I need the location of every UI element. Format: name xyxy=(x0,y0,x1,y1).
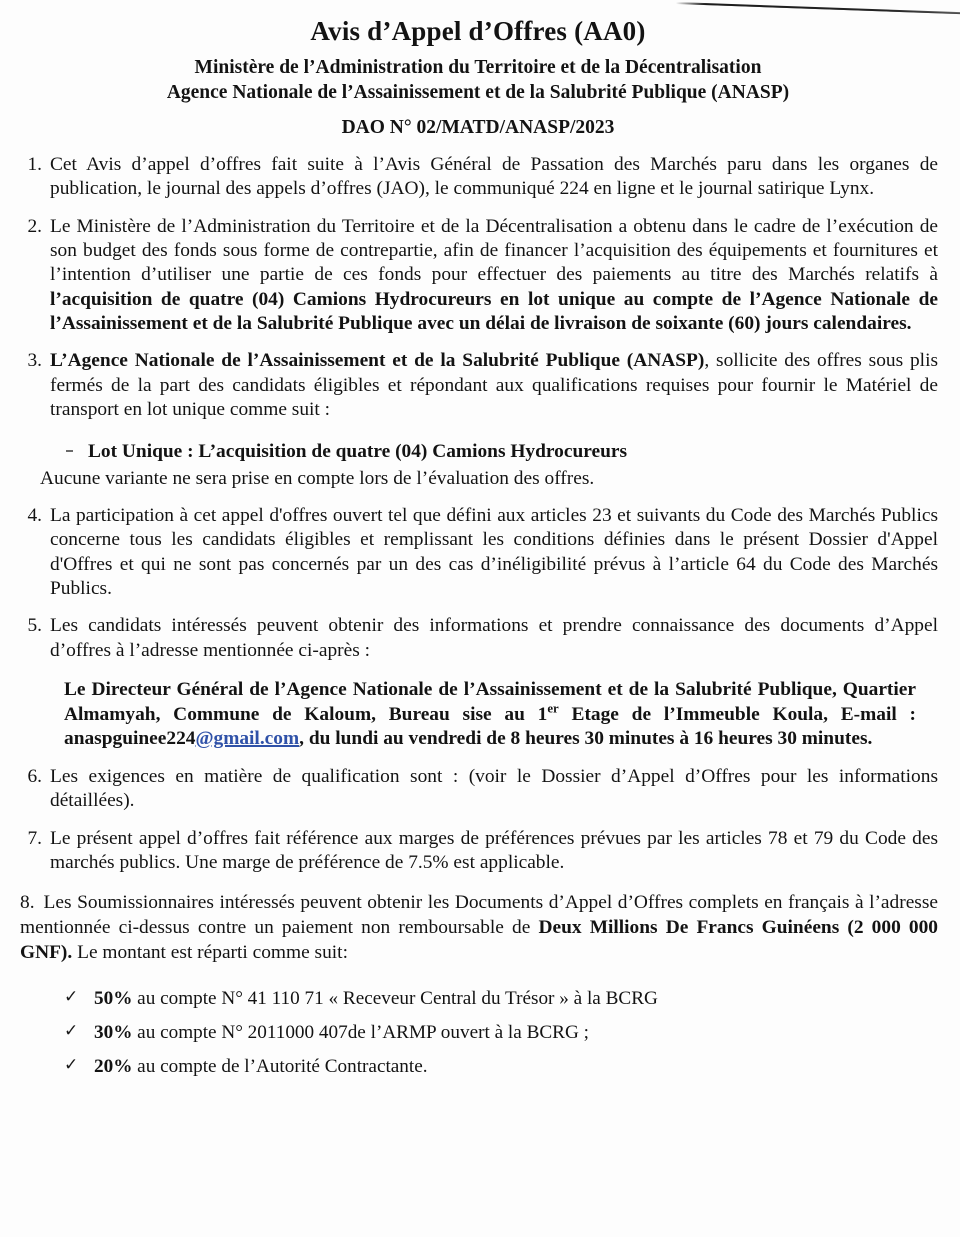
dao-number: DAO N° 02/MATD/ANASP/2023 xyxy=(341,116,615,138)
list-item xyxy=(64,1021,938,1044)
clause-item-3 xyxy=(18,349,938,422)
clause-text xyxy=(50,215,938,337)
email-link[interactable]: @gmail.com xyxy=(195,728,300,750)
account-description: au compte N° 41 110 71 « Receveur Central du Trésor » à la BCRG xyxy=(132,988,658,1010)
clause-item-2 xyxy=(18,215,938,337)
check-icon: ✓ xyxy=(64,1021,79,1042)
list-item xyxy=(64,987,938,1010)
address-line-part2: Etage de l’Immeuble Koula, E-mail : anaspguinee224 xyxy=(64,703,916,750)
clause-text-normal-1: Les Soumissionnaires intéressés peuvent obtenir les Documents d’Appel d’Offres complets en français à l’adresse mentionnée ci-dessus contre un paiement non remboursable de xyxy=(20,892,938,938)
document-content xyxy=(0,16,960,1078)
agency-name: Agence Nationale de l’Assainissement et de la Salubrité Publique (ANASP) xyxy=(166,82,790,104)
percent-value: 50% xyxy=(94,988,133,1010)
clause-text-emphasis: l’acquisition de quatre (04) Camions Hydrocureurs en lot unique au compte de l’Agence Nationale de l’Assainissement et de la Salubrité Publique avec un délai de livraison de soixante (60) jours calendaires. xyxy=(50,288,938,335)
page-title: Avis d’Appel d’Offres (AA0) xyxy=(310,16,646,46)
clause-text-emphasis: L’Agence Nationale de l’Assainissement et de la Salubrité Publique (ANASP) xyxy=(50,350,705,372)
clause-text xyxy=(50,349,938,422)
lot-title-row xyxy=(66,439,938,464)
clause-number: 6. xyxy=(27,765,42,787)
clause-text-emphasis: Deux Millions De Francs Guinéens (2 000 000 GNF). xyxy=(20,916,938,963)
clause-number: 8. xyxy=(20,892,35,914)
account-description: au compte N° 2011000 407de l’ARMP ouvert à la BCRG ; xyxy=(132,1022,589,1044)
document-header xyxy=(18,16,938,140)
clause-item-8 xyxy=(18,891,938,965)
clause-item-6 xyxy=(18,765,938,814)
scan-edge-artifact xyxy=(676,2,960,15)
clause-item-7 xyxy=(18,827,938,876)
clause-text-normal: , sollicite des offres sous plis fermés de la part des candidats éligibles et répondant aux qualifications requises pour fournir le Matériel de transport en lot unique comme suit : xyxy=(50,350,939,421)
contact-address-block xyxy=(64,678,916,752)
lot-block xyxy=(18,439,938,491)
clause-item-5 xyxy=(18,614,938,663)
list-item-text xyxy=(94,1021,938,1044)
clause-number: 4. xyxy=(27,504,42,526)
percent-value: 20% xyxy=(94,1056,133,1078)
clause-number: 2. xyxy=(27,215,42,237)
clause-text: La participation à cet appel d'offres ouvert tel que défini aux articles 23 et suivants du Code des Marchés Publics concerne tous les candidats éligibles et remplissant les conditions définies dans le présent Dossier d'Appel d'Offres et qui ne sont pas concernés par un des cas d’inéligibilité prévus à l’article 64 du Code des Marchés Publics. xyxy=(50,504,938,599)
dash-bullet-icon xyxy=(66,450,73,452)
ministry-name: Ministère de l’Administration du Territoire et de la Décentralisation xyxy=(194,57,762,79)
payment-breakdown-list xyxy=(18,987,938,1078)
percent-value: 30% xyxy=(94,1022,133,1044)
scan-edge-artifact-secondary xyxy=(676,3,960,15)
clause-number: 7. xyxy=(27,827,42,849)
list-item-text xyxy=(94,1055,938,1078)
account-description: au compte de l’Autorité Contractante. xyxy=(132,1056,428,1078)
clause-number: 1. xyxy=(27,154,42,176)
list-item xyxy=(64,1055,938,1078)
address-line-part1: Le Directeur Général de l’Agence Nationale de l’Assainissement et de la Salubrité Publique, Quartier Almamyah, Commune de Kaloum, Bureau sise au 1 xyxy=(64,679,916,725)
clause-text: Cet Avis d’appel d’offres fait suite à l’Avis Général de Passation des Marchés paru dans les organes de publication, le journal des appels d’offres (JAO), le communiqué 224 en ligne et le journal satirique Lynx. xyxy=(50,154,938,200)
clause-text-normal-2: Le montant est réparti comme suit: xyxy=(72,941,348,963)
clause-item-4 xyxy=(18,504,938,601)
clause-item-1 xyxy=(18,153,938,202)
clause-text: Les exigences en matière de qualification sont : (voir le Dossier d’Appel d’Offres pour les informations détaillées). xyxy=(50,765,938,812)
lot-note: Aucune variante ne sera prise en compte lors de l’évaluation des offres. xyxy=(40,467,595,489)
check-icon: ✓ xyxy=(64,987,79,1008)
clause-text-normal: Le Ministère de l’Administration du Territoire et de la Décentralisation a obtenu dans le cadre de l’exécution de son budget des fonds sous forme de contrepartie, afin de financer l’acquisition des équipements et fournitures et l’intention d’utiliser une partie de ces fonds pour effectuer des paiements au titre des Marchés relatifs à xyxy=(50,215,938,286)
address-line-part3: , du lundi au vendredi de 8 heures 30 minutes à 16 heures 30 minutes. xyxy=(299,728,873,750)
clause-number: 5. xyxy=(27,615,42,637)
clause-text: Le présent appel d’offres fait référence aux marges de préférences prévues par les articles 78 et 79 du Code des marchés publics. Une marge de préférence de 7.5% est applicable. xyxy=(50,827,938,873)
check-icon: ✓ xyxy=(64,1055,79,1076)
clause-text: Les candidats intéressés peuvent obtenir des informations et prendre connaissance des documents d’Appel d’offres à l’adresse mentionnée ci-après : xyxy=(50,615,938,661)
list-item-text xyxy=(94,987,938,1010)
clause-number: 3. xyxy=(27,350,42,372)
lot-title: Lot Unique : L’acquisition de quatre (04) Camions Hydrocureurs xyxy=(88,440,628,462)
ordinal-suffix: er xyxy=(547,701,559,716)
